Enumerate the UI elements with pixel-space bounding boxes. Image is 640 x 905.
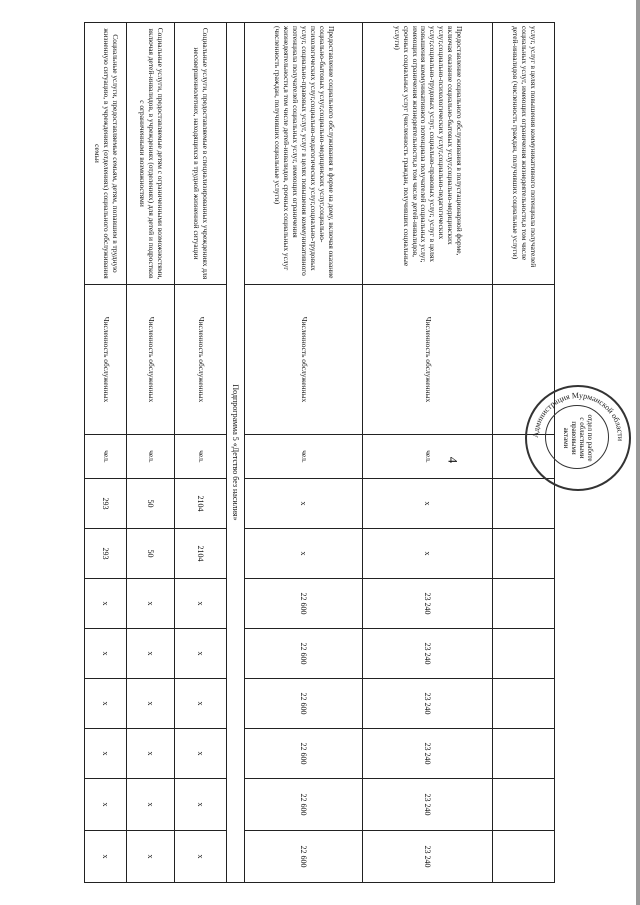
value-cell: х	[175, 679, 227, 729]
value-cell: х	[175, 729, 227, 779]
value-cell: 22 600	[245, 579, 363, 629]
stamp-center-text	[527, 387, 629, 489]
rotated-table-sheet	[85, 22, 555, 882]
value-cell: 22 600	[245, 729, 363, 779]
value-cell: 22 600	[245, 831, 363, 883]
value-cell: 2104	[175, 479, 227, 529]
service-name-cell: услуг, услуг в целях повышения коммуникативного потенциала получателей социальных услуг, имеющих ограничения жизнедеятельности,в том числе детей-инвалидов (численность граждан, получивших социальные услуги)	[493, 23, 555, 285]
stamp-line: с областными	[578, 417, 587, 459]
value-cell: 50	[127, 529, 175, 579]
value-cell: 22 600	[245, 629, 363, 679]
value-cell: х	[175, 579, 227, 629]
subprogram-row	[227, 23, 245, 883]
indicator-cell: Численность обслуженных	[85, 285, 127, 435]
value-cell	[493, 831, 555, 883]
value-cell	[493, 529, 555, 579]
value-cell: х	[245, 479, 363, 529]
value-cell	[493, 679, 555, 729]
value-cell: х	[127, 679, 175, 729]
value-cell: 23 240	[363, 779, 493, 831]
indicator-cell: Численность обслуженных	[245, 285, 363, 435]
value-cell: х	[245, 529, 363, 579]
value-cell: 22 600	[245, 679, 363, 729]
value-cell: 23 240	[363, 629, 493, 679]
value-cell: х	[127, 729, 175, 779]
unit-cell: чел.	[127, 435, 175, 479]
service-name-cell: Предоставление социального обслуживания в форме на дому, включая оказание социально-бытовых услуг,социально-медицинских услуг,социально-психологических услуг,социально-педагогических услуг,социально-трудовых услуг, социально-правовых услуг, услуг в целях повышения коммуникативного потенциала получателей социальных услуг, имеющих ограничения жизнедеятельности,в том числе детей-инвалидов, срочных социальных услуг (численность граждан, получивших социальные услуги)	[245, 23, 363, 285]
official-stamp	[525, 385, 631, 491]
service-name-cell: Социальные услуги, предоставляемые детям с ограниченными возможностями, включая детей-инвалидов, в учреждениях (отделениях) для детей и подростков с ограниченными возможностями	[127, 23, 175, 285]
indicators-table	[84, 22, 555, 883]
value-cell: х	[85, 579, 127, 629]
indicator-cell: Численность обслуженных	[175, 285, 227, 435]
page-number: 4	[445, 456, 461, 464]
indicator-cell: Численность обслуженных	[363, 285, 493, 435]
value-cell: 50	[127, 479, 175, 529]
value-cell: х	[127, 779, 175, 831]
value-cell: х	[85, 831, 127, 883]
value-cell: х	[175, 831, 227, 883]
stamp-line: правовыми	[570, 421, 578, 455]
value-cell	[493, 579, 555, 629]
page-edge	[636, 0, 640, 905]
value-cell: х	[127, 629, 175, 679]
stamp-line: отдел по работе	[586, 414, 595, 462]
subprogram-title: Подпрограмма 5 «Детство без насилия»	[227, 23, 245, 883]
value-cell	[493, 629, 555, 679]
table-row	[85, 23, 127, 883]
table-row	[363, 23, 493, 883]
value-cell: х	[363, 529, 493, 579]
value-cell	[493, 779, 555, 831]
value-cell: х	[85, 729, 127, 779]
service-name-cell: Предоставление социального обслуживания в полустационарной форме, включая оказание социально-бытовых услуг,социально-медицинских услуг,социально-психологических услуг,социально-педагогических услуг,социально-трудовых услуг, социально-правовых услуг, услуг в целях повышения коммуникативного потенциала получателей социальных услуг, имеющих ограничения жизнедеятельности,в том числе детей-инвалидов, срочных социальных услуг (численность граждан, получивших социальные услуги)	[363, 23, 493, 285]
service-name-cell: Социальные услуги, предоставляемые семьям, детям, попавшим в трудную жизненную ситуацию, в учреждениях (отделениях) социального обслуживания семьи	[85, 23, 127, 285]
value-cell: 2104	[175, 529, 227, 579]
stamp-line: актами	[561, 427, 570, 449]
unit-cell: чел.	[85, 435, 127, 479]
service-name-cell: Социальные услуги, предоставляемые в специализированных учреждениях для несовершеннолетних, находящихся в трудной жизненной ситуации	[175, 23, 227, 285]
value-cell: 23 240	[363, 729, 493, 779]
value-cell	[493, 729, 555, 779]
value-cell: х	[85, 779, 127, 831]
unit-cell: чел.	[175, 435, 227, 479]
value-cell: 293	[85, 529, 127, 579]
indicator-cell: Численность обслуженных	[127, 285, 175, 435]
unit-cell: чел.	[245, 435, 363, 479]
value-cell: 293	[85, 479, 127, 529]
unit-cell: чел.	[363, 435, 493, 479]
value-cell: 23 240	[363, 831, 493, 883]
value-cell: х	[363, 479, 493, 529]
value-cell: 22 600	[245, 779, 363, 831]
table-row	[245, 23, 363, 883]
value-cell: 23 240	[363, 679, 493, 729]
value-cell: х	[127, 579, 175, 629]
value-cell: х	[85, 629, 127, 679]
value-cell: х	[127, 831, 175, 883]
value-cell: х	[85, 679, 127, 729]
stamp-ring-textpath: Администрация Мурманской области	[530, 390, 626, 442]
value-cell: х	[175, 629, 227, 679]
value-cell: 23 240	[363, 579, 493, 629]
value-cell: х	[175, 779, 227, 831]
table-row	[175, 23, 227, 883]
table-row	[127, 23, 175, 883]
